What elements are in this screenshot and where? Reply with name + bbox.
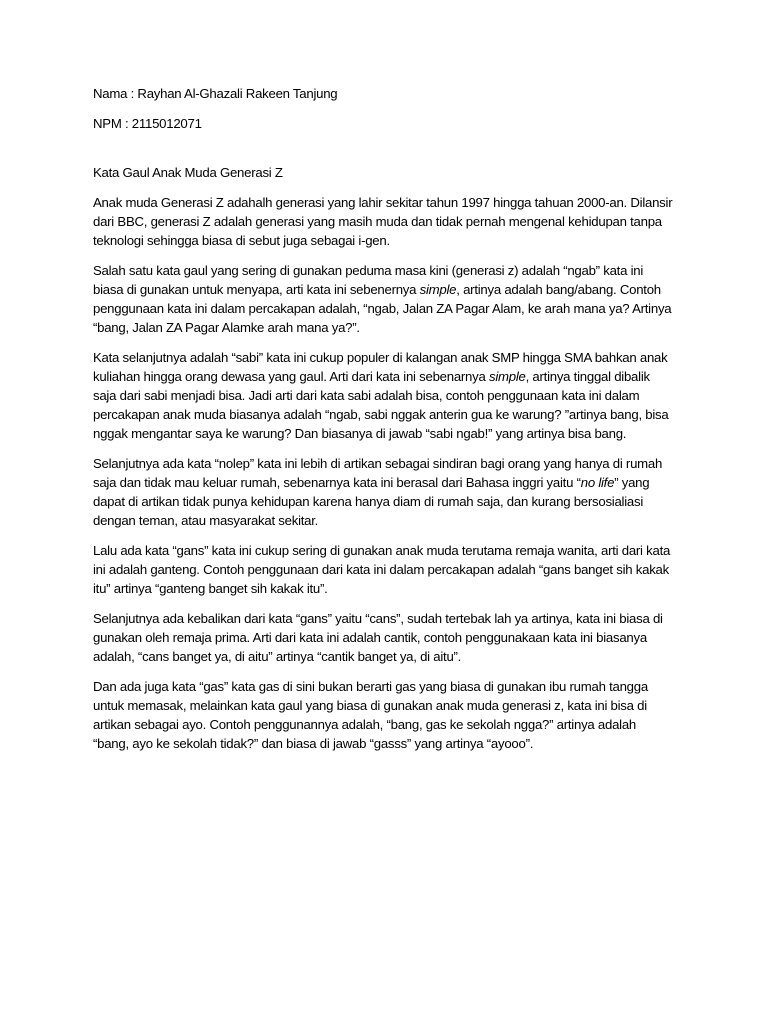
paragraph-text: , artinya tinggal dibalik saja dari sabi menjadi bisa. Jadi arti dari kata sabi adalah bisa, contoh penggunaan kata ini dalam percakapan anak muda biasanya adalah “ngab, sabi nggak anterin gua ke warung? ”artinya bang, bisa nggak mengantar saya ke warung? Dan biasanya di jawab “sabi ngab!” yang artinya bisa bang. (93, 369, 669, 441)
body-paragraph (93, 454, 673, 530)
body-paragraph (93, 261, 673, 337)
body-paragraph (93, 348, 673, 443)
paragraph-text: , artinya adalah bang/abang. Contoh penggunaan kata ini dalam percakapan adalah, “ngab, Jalan ZA Pagar Alam, ke arah mana ya? Artinya “bang, Jalan ZA Pagar Alamke arah mana ya?”. (93, 282, 672, 335)
italic-term: simple (419, 282, 457, 297)
paragraph-text: Selanjutnya ada kebalikan dari kata “gans” yaitu “cans”, sudah tertebak lah ya artinya, kata ini biasa di gunakan oleh remaja prima. Arti dari kata ini adalah cantik, contoh penggunakaan kata ini biasanya adalah, “cans banget ya, di aitu” artinya “cantik banget ya, di aitu”. (93, 611, 663, 664)
document-title: Kata Gaul Anak Muda Generasi Z (93, 165, 283, 180)
student-npm-line: NPM : 2115012071 (93, 116, 202, 131)
paragraph-text: Selanjutnya ada kata “nolep” kata ini lebih di artikan sebagai sindiran bagi orang yang hanya di rumah saja dan tidak mau keluar rumah, sebenarnya kata ini berasal dari Bahasa inggri yaitu “ (93, 456, 663, 490)
paragraph-text: Kata selanjutnya adalah “sabi” kata ini cukup populer di kalangan anak SMP hingga SMA bahkan anak kuliahan hingga orang dewasa yang gaul. Arti dari kata ini sebenarnya (93, 350, 668, 384)
paragraph-text: ” yang dapat di artikan tidak punya kehidupan karena hanya diam di rumah saja, dan kurang bersosialiasi dengan teman, atau masyarakat sekitar. (93, 475, 650, 528)
italic-term: no life (580, 475, 615, 490)
italic-term: simple (489, 369, 526, 384)
body-paragraph (93, 609, 673, 666)
body-paragraph (93, 677, 673, 753)
student-name-line: Nama : Rayhan Al-Ghazali Rakeen Tanjung (93, 86, 338, 101)
document-page (93, 84, 673, 764)
paragraph-text: Dan ada juga kata “gas” kata gas di sini bukan berarti gas yang biasa di gunakan ibu rumah tangga untuk memasak, melainkan kata gaul yang biasa di gunakan anak muda generasi z, kata ini bisa di artikan sebagai ayo. Contoh penggunannya adalah, “bang, gas ke sekolah ngga?” artinya adalah “bang, ayo ke sekolah tidak?” dan biasa di jawab “gasss” yang artinya “ayooo”. (93, 679, 648, 751)
paragraph-text: Anak muda Generasi Z adahalh generasi yang lahir sekitar tahun 1997 hingga tahuan 2000-an. Dilansir dari BBC, generasi Z adalah generasi yang masih muda dan tidak pernah mengenal kehidupan tanpa teknologi sehingga biasa di sebut juga sebagai i-gen. (93, 195, 673, 248)
body-paragraph (93, 193, 673, 250)
paragraph-text: Lalu ada kata “gans” kata ini cukup sering di gunakan anak muda terutama remaja wanita, arti dari kata ini adalah ganteng. Contoh penggunaan dari kata ini dalam percakapan adalah “gans banget sih kakak itu” artinya “ganteng banget sih kakak itu”. (93, 543, 671, 596)
document-body (93, 193, 673, 753)
paragraph-text: Salah satu kata gaul yang sering di gunakan peduma masa kini (generasi z) adalah “ngab” kata ini biasa di gunakan untuk menyapa, arti kata ini sebenernya (93, 263, 644, 297)
body-paragraph (93, 541, 673, 598)
